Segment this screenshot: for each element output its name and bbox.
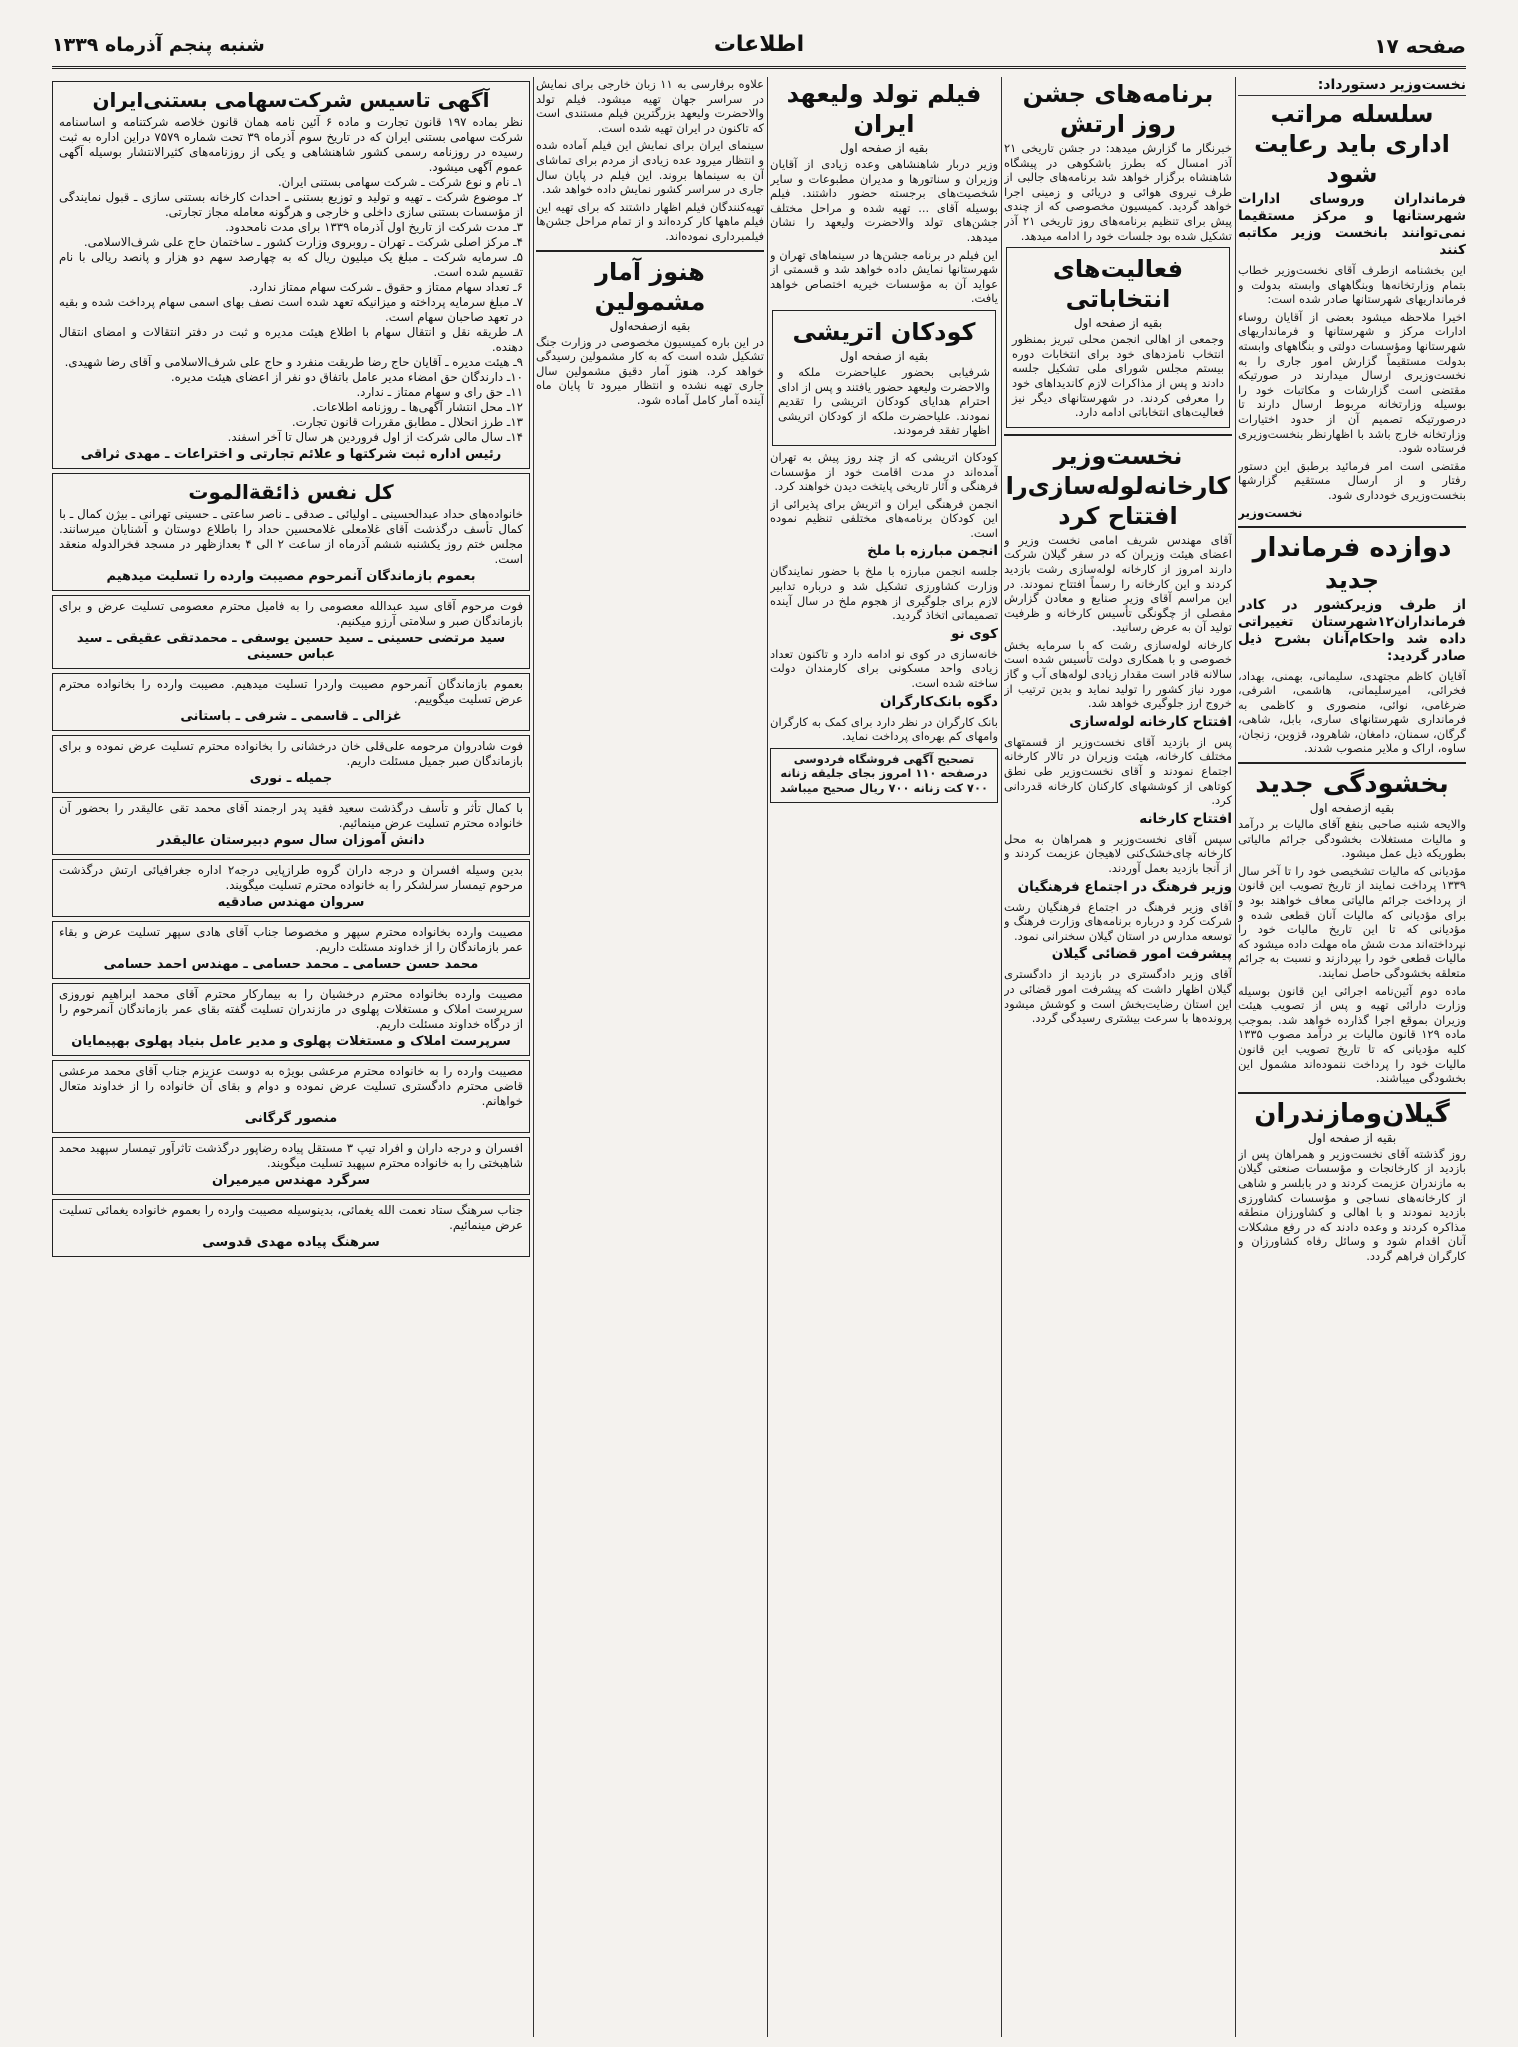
notice-signature: منصور گرگانی [244, 1111, 338, 1126]
correction-notice [770, 748, 998, 803]
article-subhead: فرمانداران وروسای ادارات شهرستانها و مرکز مستقیما نمی‌توانند بانخست وزیر مکاتبه کنند [1238, 191, 1466, 258]
column-divider [767, 77, 768, 2037]
ad-line: ۸ـ طریقه نقل و انتقال سهام با اطلاع هیئت مدیره و ثبت در دفتر انتقالات و امضای انتقال دهنده. [59, 325, 523, 354]
article-body: انجمن فرهنگی ایران و اتریش برای پذیرائی از این کودکان برنامه‌های مختلفی تنظیم نموده است. [770, 496, 998, 540]
article-headline: کودکان اتریشی [792, 317, 976, 346]
ad-line: ۱ـ نام و نوع شرکت ـ شرکت سهامی بستنی ایران. [277, 175, 523, 189]
notice-signature: سرگرد مهندس میرمیران [211, 1173, 371, 1188]
article-subhead: از طرف وزیرکشور در کادر فرمانداران۱۲شهرستان تغییراتی داده شد واحکام‌آنان بشرح ذیل صادر گردید: [1238, 596, 1466, 664]
article-body: اخیرا ملاحظه میشود بعضی از آقایان روساء ادارات مرکز و شهرستانها و فرمانداریهای شهرستانها ومؤسسات دولتی و بنگاههای وابسته بدولت مستقیماً گزارش امور جاری را به نخست‌وزیری ارسال میدارند در صورتیکه مقتضی است گزارشات و مکاتبات خود را بوسیله وزارتخانه مربوط ارسال دارند تا درصورتیکه تصمیم آن از حدود اختیارات وزارتخانه خارج باشد با اظهارنظر بنخست‌وزیری فرستاده شود. [1238, 309, 1466, 456]
notice-text: بعموم بازماندگان آنمرحوم مصیبت واردرا تسلیت میدهیم. مصیبت وارده را بخانواده محترم عرض تسلیت میگوییم. [59, 677, 523, 706]
article-body: آقای وزیر فرهنگ در اجتماع فرهنگیان رشت شرکت کرد و درباره برنامه‌های وزارت فرهنگ و توسعه مدارس در استان گیلان سخنرانی نمود. [1004, 899, 1232, 943]
article-headline: جدید [1324, 565, 1380, 594]
column-divider [533, 77, 534, 2037]
notice-text: مصیبت وارده را به خانواده محترم مرعشی بویژه به دوست عزیزم جناب آقای محمد مرعشی قاضی محترم دادگستری تسلیت عرض نموده و دوام و بقای آن خانواده را از خداوند متعال خواهانم. [59, 1064, 523, 1108]
article-body: وزیر دربار شاهنشاهی وعده زیادی از آقایان وزیران و سناتورها و مدیران مطبوعات و سایر شخصیت‌های برجسته حضور داشتند. فیلم بوسیله آقای ... تهیه شده و مراحل مختلف جشن‌های تولد والاحضرت ولیعهد را نشان میدهد. [770, 157, 998, 244]
article-headline: سلسله مراتب اداری باید رعایت شود [1254, 100, 1450, 188]
notice-signature: سروان مهندس صادقیه [217, 895, 365, 910]
section-subhead: افتتاح کارخانه [1139, 810, 1232, 827]
section-subhead: وزیر فرهنگ در اجتماع فرهنگیان [1017, 878, 1232, 895]
article-body: والایحه شنبه صاحبی بنفع آقای مالیات بر درآمد و مالیات مستغلات بخشودگی جرائم مالیاتی بطوریکه ذیل عمل میشود. [1238, 817, 1466, 861]
page-number: صفحه ۱۷ [1374, 34, 1466, 58]
section-subhead: افتتاح کارخانه لوله‌سازی [1069, 713, 1232, 730]
article-body: مقتضی است امر فرمائید برطبق این دستور رفتار و از ارسال مستقیم گزارشها بنخست‌وزیری خودداری شود. [1238, 458, 1466, 502]
ad-headline: آگهی تاسیس شرکت‌سهامی بستنی‌ایران [92, 88, 490, 112]
notice-headline: کل نفس ذائقةالموت [188, 480, 394, 504]
article-body: این فیلم در برنامه جشن‌ها در سینماهای تهران و شهرستانها نمایش داده خواهد شد و قسمتی از عواید آن به مؤسسات خیریه اختصاص خواهد یافت. [770, 247, 998, 306]
correction-text: تصحیح آگهی فروشگاه فردوسی درصفحه ۱۱۰ امروز بجای جلیقه زنانه ۷۰۰ کت زنانه ۷۰۰ ریال صحیح میباشد [780, 751, 988, 795]
condolence-notice [52, 921, 530, 979]
condolence-notice [52, 1137, 530, 1195]
article-body: مؤدیانی که مالیات تشخیصی خود را تا آخر سال ۱۳۳۹ پرداخت نمایند از تاریخ تصویب این قانون از پرداخت جرائم مالیاتی معاف خواهند بود و برای مؤدیانی که مالیات آنان قطعی شده و مؤدیانی که تا این تاریخ مالیات خود را نپرداخته‌اند مدت شش ماه مهلت داده میشود که مالیات قطعی خود را بپردازند و نسبت به جرائم متعلقه بخشودگی حاصل نمایند. [1238, 863, 1466, 980]
article-body: آقای وزیر دادگستری در بازدید از دادگستری گیلان اظهار داشت که پیشرفت امور قضائی در این استان رضایت‌بخش است و کوشش میشود پرونده‌ها با سرعت بیشتری رسیدگی گردد. [1004, 967, 1232, 1026]
divider [536, 250, 764, 252]
article-body: سینمای ایران برای نمایش این فیلم آماده شده و انتظار میرود عده زیادی از مردم برای تماشای آن به سینماها بروند. این فیلم در پایان سال جاری در سراسر کشور نمایش داده خواهد شد. [536, 138, 764, 197]
divider [1004, 434, 1232, 436]
column-1 [1238, 77, 1466, 2037]
article-body: کودکان اتریشی که از چند روز پیش به تهران آمده‌اند در مدت اقامت خود از مؤسسات فرهنگی و آثار تاریخی پایتخت دیدن خواهند کرد. [770, 449, 998, 494]
notice-text: خانواده‌های حداد عبدالحسینی ـ اولیائی ـ صدقی ـ ناصر ساعتی ـ حسینی تهرانی ـ بیژن کمال ـ با کمال تأسف درگذشت آقای غلامعلی غلامحسین حداد را باطلاع دوستان و آشنایان میرسانند. مجلس ختم روز یکشنبه ششم آذرماه از ساعت ۲ الی ۴ بعدازظهر در مسجد فخرالدوله منعقد است. [59, 507, 523, 566]
notice-signature: محمد حسن حسامی ـ محمد حسامی ـ مهندس احمد حسامی [103, 957, 479, 972]
article-body: علاوه برفارسی به ۱۱ زبان خارجی برای نمایش در سراسر جهان تهیه میشود. فیلم تولد والاحضرت ولیعهد بزرگترین فیلم مستندی است که تاکنون در ایران تهیه شده است. [536, 77, 764, 135]
ad-line: ۲ـ موضوع شرکت ـ تهیه و تولید و توزیع بستنی ـ احداث کارخانه بستنی سازی ـ قبول نمایندگی از مؤسسات بستنی سازی داخلی و خارجی و هرگونه معامله مجاز تجارتی. [59, 190, 523, 219]
article-headline: هنوز آمار مشمولین [594, 257, 706, 316]
ad-line: نظر بماده ۱۹۷ قانون تجارت و ماده ۶ آئین نامه همان قانون خلاصه شرکتنامه و اساسنامه شرکت سهامی بستنی ایران که در تاریخ سوم آذرماه ۳۹ تحت شماره ۷۵۷۹ دراین اداره به ثبت رسیده در روزنامه رسمی کشور شاهنشاهی و یکی از روزنامه‌های کثیرالانتشار بوسیله آگهی عموم آگهی میشود. [59, 115, 523, 174]
column-4 [536, 77, 764, 2037]
column-3 [770, 77, 998, 2037]
issue-date: شنبه پنجم آذرماه ۱۳۳۹ [52, 34, 265, 56]
section-subhead: دگوه بانک‌کارگران [879, 693, 998, 710]
condolence-notice [52, 673, 530, 731]
article-body: در این باره کمیسیون مخصوصی در وزارت جنگ تشکیل شده است که به کار مشمولین رسیدگی خواهد کرد. هنوز آمار دقیق مشمولین سال جاری تهیه نشده و انتظار میرود تا پایان ماه آینده آمار کامل آماده شود. [536, 334, 764, 407]
condolence-notice [52, 735, 530, 793]
article-kicker: نخست‌وزیر دستورداد: [1238, 77, 1466, 96]
notice-signature: جمیله ـ نوری [249, 771, 333, 786]
article-body: سپس آقای نخست‌وزیر و همراهان به محل کارخانه چای‌خشک‌کنی لاهیجان عزیمت کردند و از آنجا بازدید بعمل آوردند. [1004, 831, 1232, 875]
article-body: پس از بازدید آقای نخست‌وزیر از قسمتهای مختلف کارخانه، هیئت وزیران در تالار کارخانه اجتماع نمودند و آقای نخست‌وزیر طی نطق کوتاهی از کوششهای کارکنان کارخانه قدردانی کرد. [1004, 734, 1232, 808]
article-body: آقایان کاظم مجتهدی، سلیمانی، بهمنی، بهداد، فخرائی، امیرسلیمانی، هاشمی، اشرفی، ضرغامی، نوائی، منصوری و کاظمی به فرمانداری شهرستانهای ساری، بابل، شاهی، گرگان، سمنان، دامغان، شاهرود، قزوین، زنجان، ساوه، اراک و ملایر منصوب شدند. [1238, 668, 1466, 756]
notice-signature: سرپرست املاک و مستغلات پهلوی و مدیر عامل بنیاد پهلوی بهپیمایان [71, 1034, 511, 1049]
column-divider [1001, 77, 1002, 2037]
article-headline: برنامه‌های جشن روز ارتش [1022, 80, 1214, 138]
austrian-children-box [772, 310, 996, 446]
article-body: شرفیابی بحضور علیاحضرت ملکه و والاحضرت ولیعهد حضور یافتند و پس از ادای احترام هدایای کودکان اتریشی را تقدیم نمودند. علیاحضرت ملکه از کودکان اتریشی اظهار تفقد فرمودند. [778, 364, 990, 438]
article-headline: فیلم تولد ولیعهد ایران [786, 80, 982, 138]
condolence-notice [52, 983, 530, 1056]
obituary-notice [52, 473, 530, 591]
ad-line: ۱۴ـ سال مالی شرکت از اول فروردین هر سال تا آخر اسفند. [227, 430, 523, 444]
company-registration-ad [52, 81, 530, 469]
ad-signature: رئیس اداره ثبت شرکتها و علائم تجارتی و اختراعات ـ مهدی ثراقی [80, 447, 502, 462]
continued-from: بقیه ازصفحه‌اول [609, 318, 691, 333]
newspaper-name: اطلاعات [713, 32, 805, 57]
notice-signature: غزالی ـ قاسمی ـ شرفی ـ باستانی [180, 709, 402, 724]
notice-signature: سید مرتضی حسینی ـ سید حسین یوسفی ـ محمدتقی عقیقی ـ سید عباس حسینی [76, 631, 506, 662]
ad-line: ۳ـ مدت شرکت از تاریخ اول آذرماه ۱۳۳۹ برای مدت نامحدود. [225, 220, 523, 234]
article-body: وجمعی از اهالی انجمن محلی تبریز بمنظور انتخاب نامزدهای خود برای انتخابات دوره بیستم مجلس شورای ملی تشکیل جلسه دادند و پس از مذاکرات لازم کاندیداهای خود را معرفی کردند. در شهرستانهای دیگر نیز فعالیت‌های انتخاباتی ادامه دارد. [1012, 332, 1224, 420]
ad-line: ۱۰ـ دارندگان حق امضاء مدیر عامل باتفاق دو نفر از اعضای هیئت مدیره. [170, 370, 523, 384]
notice-text: افسران و درجه داران و افراد تیپ ۳ مستقل پیاده رضاپور درگذشت تاثرآور تیمسار سپهبد محمد شاهبختی را به خانواده محترم سپهبد تسلیت میگویند. [59, 1141, 523, 1170]
article-body: روز گذشته آقای نخست‌وزیر و همراهان پس از بازدید از کارخانجات و مؤسسات صنعتی گیلان به مازندران عزیمت کردند و در بابلسر و شاهی از کارخانه‌های نساجی و مؤسسات کشاورزی بازدید نمودند و با اهالی و کشاورزان منطقه مذاکره کردند و وعده دادند که در رفع مشکلات آنان اقدام شود و وسائل رفاه کشاورزان و کارگران فراهم گردد. [1238, 1146, 1466, 1263]
ad-line: ۱۲ـ محل انتشار آگهی‌ها ـ روزنامه اطلاعات. [312, 400, 523, 414]
continued-from: بقیه از صفحه اول [839, 141, 929, 155]
ad-line: ۱۳ـ طرز انحلال ـ مطابق مقررات قانون تجارت. [291, 415, 523, 429]
condolence-notice [52, 797, 530, 855]
article-headline: دوازده فرماندار [1252, 532, 1452, 563]
notice-text: فوت شادروان مرحومه علی‌قلی خان درخشانی را بخانواده محترم تسلیت عرض نموده و برای بازماندگان صبر جمیل مسئلت داریم. [59, 739, 523, 768]
section-subhead: کوی نو [951, 625, 998, 642]
article-body: تهیه‌کنندگان فیلم اظهار داشتند که برای تهیه این فیلم ماهها کار کرده‌اند و از تمام مراحل جشن‌ها فیلمبرداری نموده‌اند. [536, 199, 764, 243]
ad-line: ۵ـ سرمایه شرکت ـ مبلغ یک میلیون ریال که به چهارصد سهم دو هزار و پانصد ریالی با نام تقسیم شده است. [59, 250, 523, 279]
notice-signature: سرهنگ پیاده مهدی قدوسی [202, 1235, 380, 1250]
notice-text: با کمال تأثر و تأسف درگذشت سعید فقید پدر ارجمند آقای محمد تقی عالیقدر را بحضور آن خانواده محترم تسلیت عرض مینمائیم. [59, 801, 523, 830]
article-body: بانک کارگران در نظر دارد برای کمک به کارگران وامهای کم بهره‌ای پرداخت نماید. [770, 714, 998, 744]
article-headline: بخشودگی جدید [1255, 769, 1449, 800]
divider [1238, 1092, 1466, 1094]
article-headline: فعالیت‌های انتخاباتی [1052, 255, 1184, 314]
ad-line: ۱۱ـ حق رای و سهام ممتاز ـ ندارد. [356, 385, 523, 399]
condolence-notice [52, 595, 530, 669]
elections-box [1006, 247, 1230, 428]
divider [1238, 526, 1466, 528]
continued-from: بقیه از صفحه اول [839, 348, 929, 363]
column-2 [1004, 77, 1232, 2037]
ad-line: ۴ـ مرکز اصلی شرکت ـ تهران ـ روبروی وزارت کشور ـ ساختمان حاج علی شرف‌الاسلامی. [83, 235, 523, 249]
article-signature: نخست‌وزیر [1238, 505, 1303, 520]
notice-signature: بعموم بازماندگان آنمرحوم مصیبت وارده را تسلیت میدهیم [106, 569, 476, 584]
article-body: کارخانه لوله‌سازی رشت که با سرمایه بخش خصوصی و با همکاری دولت تأسیس شده است سالانه قادر است مقدار زیادی لوله‌های آب و گاز مورد نیاز کشور را تولید نماید و بدین ترتیب از خروج ارز جلوگیری خواهد شد. [1004, 637, 1232, 711]
divider [1238, 762, 1466, 764]
ad-line: ۹ـ هیئت مدیره ـ آقایان حاج رضا طریقت منفرد و حاج علی شرف‌الاسلامی و آقای رضا شهیدی. [64, 355, 523, 369]
article-body: جلسه انجمن مبارزه با ملخ با حضور نمایندگان وزارت کشاورزی تشکیل شد و درباره تدابیر لازم برای جلوگیری از هجوم ملخ در سال آینده تصمیماتی اتخاذ گردید. [770, 564, 998, 623]
condolence-notice [52, 859, 530, 917]
notice-text: مصیبت وارده بخانواده محترم سپهر و مخصوصا جناب آقای هادی سپهر تسلیت عرض و بقاء عمر بازماندگان را از خداوند مسئلت داریم. [59, 925, 523, 954]
condolence-notice [52, 1060, 530, 1133]
condolence-notice [52, 1199, 530, 1257]
article-body: خبرنگار ما گزارش میدهد: در جشن تاریخی ۲۱ آذر امسال که بطرز باشکوهی در پیشگاه شاهنشاه برگزار خواهد شد برنامه‌های جالبی از طرف نیروی هوائی و دریائی و زمینی اجرا خواهد گردید. کمیسیون مخصوصی که از چندی پیش برای تنظیم برنامه‌های روز تاریخی ۲۱ آذر تشکیل شده بود جلسات خود را ادامه میدهد. [1004, 141, 1232, 243]
continued-from: بقیه از صفحه اول [1073, 316, 1163, 331]
notice-text: جناب سرهنگ ستاد نعمت الله یغمائی، بدینوسیله مصیبت وارده را بعموم خانواده یغمائی تسلیت عرض مینمائیم. [59, 1203, 523, 1232]
section-subhead: انجمن مبارزه با ملخ [867, 543, 998, 560]
column-5-notices [52, 77, 530, 2037]
article-headline: نخست‌وزیر کارخانه‌لوله‌سازی‌را افتتاح کرد [1005, 441, 1231, 530]
notice-text: مصیبت وارده بخانواده محترم درخشیان را به بیمارکار محترم آقای محمد ابراهیم نوروزی سرپرست املاک و مستغلات پهلوی در مازندران تسلیت گفته بقای عمر بازماندگان آنمرحوم را از درگاه خداوند مسئلت داریم. [59, 987, 523, 1031]
columns [52, 77, 1466, 2037]
article-body: آقای مهندس شریف امامی نخست وزیر و اعضای هیئت وزیران که در سفر گیلان شرکت دارند امروز از کارخانه لوله‌سازی رشت بازدید کردند و این کارخانه را رسماً افتتاح نمودند. در این مراسم آقای وزیر صنایع و معادن گزارش مفصلی از چگونگی تأسیس کارخانه و ظرفیت تولید آن به عرض رسانید. [1004, 532, 1232, 635]
article-body: این بخشنامه ازطرف آقای نخست‌وزیر خطاب بتمام وزارتخانه‌ها وبنگاههای وابسته بدولت و فرمانداریهای شهرستانها صادر شده است: [1238, 263, 1466, 307]
ad-line: ۷ـ مبلغ سرمایه پرداخته و میزانیکه تعهد شده است نصف بهای اسمی سهام پرداخت شده و بقیه در تعهد صاحبان سهام است. [59, 295, 523, 324]
notice-text: فوت مرحوم آقای سید عبدالله معصومی را به فامیل محترم معصومی تسلیت عرض و برای بازماندگان صبر و سلامتی آرزو میکنیم. [59, 599, 523, 628]
section-subhead: پیشرفت امور قضائی گیلان [1051, 946, 1232, 963]
column-divider [1235, 77, 1236, 2037]
ad-line: ۶ـ تعداد سهام ممتاز و حقوق ـ شرکت سهام ممتاز ندارد. [248, 280, 523, 294]
continued-from: بقیه از صفحه اول [1307, 1130, 1397, 1145]
continued-from: بقیه ازصفحه اول [1309, 801, 1395, 816]
notice-signature: دانش آموزان سال سوم دبیرستان عالیقدر [157, 833, 425, 848]
article-body: ماده دوم آئین‌نامه اجرائی این قانون بوسیله وزارت دارائی تهیه و پس از تصویب هیئت وزیران بموقع اجرا گذارده خواهد شد. بموجب ماده ۱۲۹ قانون مالیات بر درآمد مصوب ۱۳۳۵ کلیه مؤدیانی که تا تاریخ تصویب این قانون مالیات خود را پرداخت ننموده‌اند مشمول این بخشودگی میباشند. [1238, 983, 1466, 1086]
masthead [52, 30, 1466, 69]
article-headline: گیلان‌ومازندران [1254, 1098, 1450, 1129]
article-body: خانه‌سازی در کوی نو ادامه دارد و تاکنون تعداد زیادی واحد مسکونی برای کارمندان دولت ساخته شده است. [770, 646, 998, 691]
notice-text: بدین وسیله افسران و درجه داران گروه طرازپایی درجه۲ اداره جغرافیائی ارتش درگذشت مرحوم تیمسار سرلشکر را به خانواده محترم تسلیت میگویند. [59, 863, 523, 892]
